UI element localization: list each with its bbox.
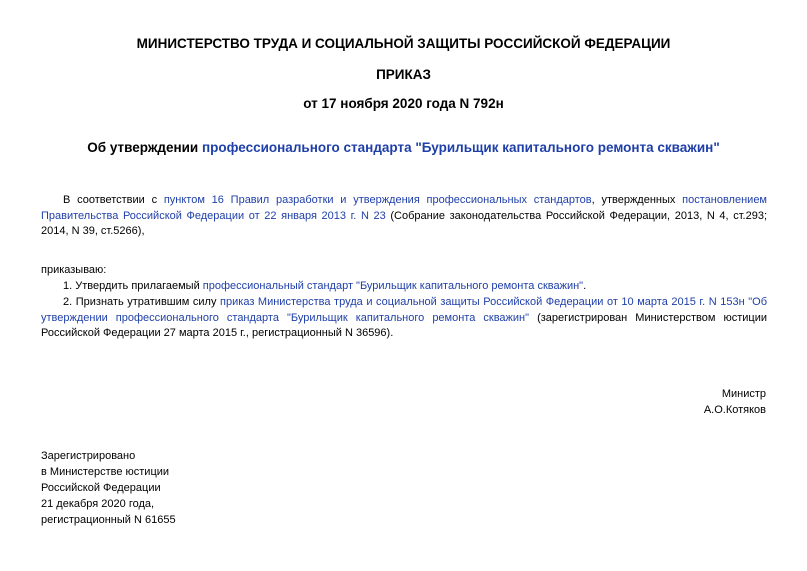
registration-line-1: Зарегистрировано [41,450,136,462]
approved-standard-link[interactable]: профессиональный стандарт "Бурильщик капитального ремонта скважин" [202,280,584,292]
registration-block [41,448,176,528]
preamble-text-1: В соответствии с [63,194,164,206]
registration-line-3: Российской Федерации [41,482,161,494]
preamble-paragraph [41,193,767,240]
document-subject [0,140,807,156]
preamble-text-3: (Собрание законодательства Российской Федерации, 2013, N 4, ст.293; 2014, N 39, ст.5266), [41,209,768,237]
signature-block [704,387,766,418]
preamble-text-2: , утвержденных [591,194,683,206]
registration-line-4: 21 декабря 2020 года, [41,498,155,510]
document-type: ПРИКАЗ [376,67,431,82]
document-date-number: от 17 ноября 2020 года N 792н [303,96,504,111]
order-item-2 [41,295,767,342]
government-decree-link[interactable]: постановлением Правительства Российской Федерации от 22 января 2013 г. N 23 [41,194,767,222]
signature-name: А.О.Котяков [703,403,766,416]
order-item-1 [41,279,767,295]
registration-line-5: регистрационный N 61655 [41,514,176,526]
item2-text-2: (зарегистрирован Министерством юстиции Российской Федерации 27 марта 2015 г., регистрационный N 36596). [41,311,767,339]
item1-text-1: 1. Утвердить прилагаемый [63,280,203,292]
signature-title: Министр [721,388,766,400]
subject-standard-link[interactable]: профессионального стандарта "Бурильщик капитального ремонта скважин" [201,140,720,155]
registration-line-2: в Министерстве юстиции [41,466,170,478]
rules-point-16-link[interactable]: пунктом 16 Правил разработки и утверждения профессиональных стандартов [163,194,592,206]
subject-prefix: Об утверждении [87,140,202,155]
item1-text-2: . [583,280,587,292]
repealed-order-link[interactable]: приказ Министерства труда и социальной защиты Российской Федерации от 10 марта 2015 г. N 153н "Об утверждении профессионального стандарта "Бурильщик капитального ремонта скважин" [41,296,768,324]
orders-word: приказываю: [41,264,107,276]
item2-text-1: 2. Признать утратившим силу [63,296,221,308]
ministry-title: МИНИСТЕРСТВО ТРУДА И СОЦИАЛЬНОЙ ЗАЩИТЫ РОССИЙСКОЙ ФЕДЕРАЦИИ [136,36,671,51]
